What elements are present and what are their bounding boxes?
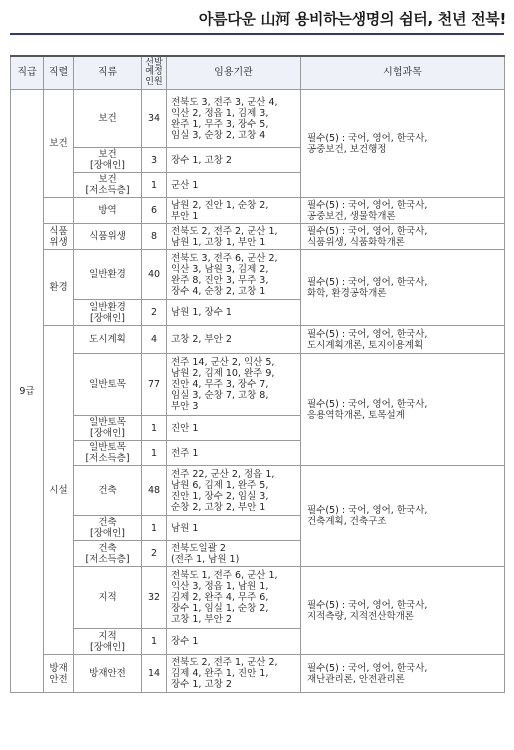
kind-cell: 보건 [장애인] — [74, 148, 142, 173]
count-cell: 34 — [142, 90, 167, 148]
org-cell: 전북도일괄 2 (전주 1, 남원 1) — [167, 541, 301, 567]
subjects-cell: 필수(5) : 국어, 영어, 한국사, 재난관리론, 안전관리론 — [301, 655, 505, 693]
org-cell: 고창 2, 부안 2 — [167, 326, 301, 354]
subjects-cell: 필수(5) : 국어, 영어, 한국사, 응용역학개론, 토목설계 — [301, 354, 505, 466]
header-org: 임용기관 — [167, 56, 301, 90]
kind-cell: 일반토목 [장애인] — [74, 416, 142, 441]
count-cell: 1 — [142, 416, 167, 441]
series-food: 식품 위생 — [44, 224, 74, 250]
kind-cell: 일반환경 — [74, 250, 142, 300]
header-kind: 직류 — [74, 56, 142, 90]
header-rank: 직급 — [11, 56, 44, 90]
org-cell: 전북도 2, 전주 2, 군산 1, 남원 1, 고창 1, 부안 1 — [167, 224, 301, 250]
kind-cell: 지적 — [74, 567, 142, 629]
count-cell: 3 — [142, 148, 167, 173]
kind-cell: 일반토목 [저소득층] — [74, 441, 142, 466]
org-cell: 군산 1 — [167, 173, 301, 198]
org-cell: 남원 1, 장수 1 — [167, 300, 301, 326]
count-cell: 32 — [142, 567, 167, 629]
kind-cell: 보건 [저소득층] — [74, 173, 142, 198]
kind-cell: 건축 [저소득층] — [74, 541, 142, 567]
table-row — [11, 655, 505, 693]
table-row — [11, 466, 505, 516]
org-cell: 전북도 1, 전주 6, 군산 1, 익산 3, 정읍 1, 남원 1, 김제 2, 완주 4, 무주 6, 장수 1, 임실 1, 순창 2, 고창 1, 부안 2 — [167, 567, 301, 629]
kind-cell: 식품위생 — [74, 224, 142, 250]
count-cell: 1 — [142, 629, 167, 655]
subjects-cell: 필수(5) : 국어, 영어, 한국사, 식품위생, 식품화학개론 — [301, 224, 505, 250]
org-cell: 장수 1 — [167, 629, 301, 655]
kind-cell: 도시계획 — [74, 326, 142, 354]
header-subjects: 시험과목 — [301, 56, 505, 90]
series-health-cont — [44, 198, 74, 224]
subjects-cell: 필수(5) : 국어, 영어, 한국사, 건축계획, 건축구조 — [301, 466, 505, 567]
subjects-cell: 필수(5) : 국어, 영어, 한국사, 화학, 환경공학개론 — [301, 250, 505, 326]
series-env: 환경 — [44, 250, 74, 326]
header-series: 직렬 — [44, 56, 74, 90]
count-cell: 1 — [142, 173, 167, 198]
kind-cell: 보건 — [74, 90, 142, 148]
page-banner: 아름다운 山河 용비하는생명의 쉼터, 천년 전북! — [198, 10, 506, 28]
org-cell: 장수 1, 고창 2 — [167, 148, 301, 173]
banner-rule — [10, 33, 504, 35]
header-count: 선발 예정 인원 — [142, 56, 167, 90]
kind-cell: 건축 [장애인] — [74, 516, 142, 541]
org-cell: 전북도 2, 전주 1, 군산 2, 김제 4, 완주 1, 진안 1, 장수 1, 고창 2 — [167, 655, 301, 693]
table-row — [11, 567, 505, 629]
table-row — [11, 354, 505, 416]
table-row — [11, 250, 505, 300]
count-cell: 6 — [142, 198, 167, 224]
table-header-row — [11, 56, 505, 90]
count-cell: 48 — [142, 466, 167, 516]
table-row — [11, 224, 505, 250]
table-row — [11, 198, 505, 224]
recruitment-table — [10, 55, 505, 693]
count-cell: 1 — [142, 441, 167, 466]
org-cell: 남원 1 — [167, 516, 301, 541]
kind-cell: 지적 [장애인] — [74, 629, 142, 655]
series-health: 보건 — [44, 90, 74, 198]
table-row — [11, 326, 505, 354]
kind-cell: 일반환경 [장애인] — [74, 300, 142, 326]
subjects-cell: 필수(5) : 국어, 영어, 한국사, 도시계획개론, 토지이용계획 — [301, 326, 505, 354]
series-facility: 시설 — [44, 326, 74, 655]
org-cell: 전주 1 — [167, 441, 301, 466]
kind-cell: 건축 — [74, 466, 142, 516]
subjects-cell: 필수(5) : 국어, 영어, 한국사, 공중보건, 생물학개론 — [301, 198, 505, 224]
count-cell: 4 — [142, 326, 167, 354]
rank-cell: 9급 — [11, 90, 44, 693]
table-row — [11, 90, 505, 148]
count-cell: 77 — [142, 354, 167, 416]
count-cell: 40 — [142, 250, 167, 300]
org-cell: 전주 22, 군산 2, 정읍 1, 남원 6, 김제 1, 완주 5, 진안 1, 장수 2, 임실 3, 순창 2, 고창 2, 부안 1 — [167, 466, 301, 516]
org-cell: 전북도 3, 전주 6, 군산 2, 익산 3, 남원 3, 김제 2, 완주 8, 진안 3, 무주 3, 장수 4, 순창 2, 고창 1 — [167, 250, 301, 300]
kind-cell: 일반토목 — [74, 354, 142, 416]
subjects-cell: 필수(5) : 국어, 영어, 한국사, 지적측량, 지적전산학개론 — [301, 567, 505, 655]
series-disaster: 방재 안전 — [44, 655, 74, 693]
org-cell: 전북도 3, 전주 3, 군산 4, 익산 2, 정읍 1, 김제 3, 완주 1, 무주 3, 장수 5, 임실 3, 순창 2, 고창 4 — [167, 90, 301, 148]
count-cell: 1 — [142, 516, 167, 541]
count-cell: 2 — [142, 300, 167, 326]
kind-cell: 방역 — [74, 198, 142, 224]
org-cell: 진안 1 — [167, 416, 301, 441]
org-cell: 남원 2, 진안 1, 순창 2, 부안 1 — [167, 198, 301, 224]
count-cell: 2 — [142, 541, 167, 567]
count-cell: 8 — [142, 224, 167, 250]
subjects-cell: 필수(5) : 국어, 영어, 한국사, 공중보건, 보건행정 — [301, 90, 505, 198]
org-cell: 전주 14, 군산 2, 익산 5, 남원 2, 김제 10, 완주 9, 진안 4, 무주 3, 장수 7, 임실 3, 순창 7, 고창 8, 부안 3 — [167, 354, 301, 416]
kind-cell: 방재안전 — [74, 655, 142, 693]
count-cell: 14 — [142, 655, 167, 693]
